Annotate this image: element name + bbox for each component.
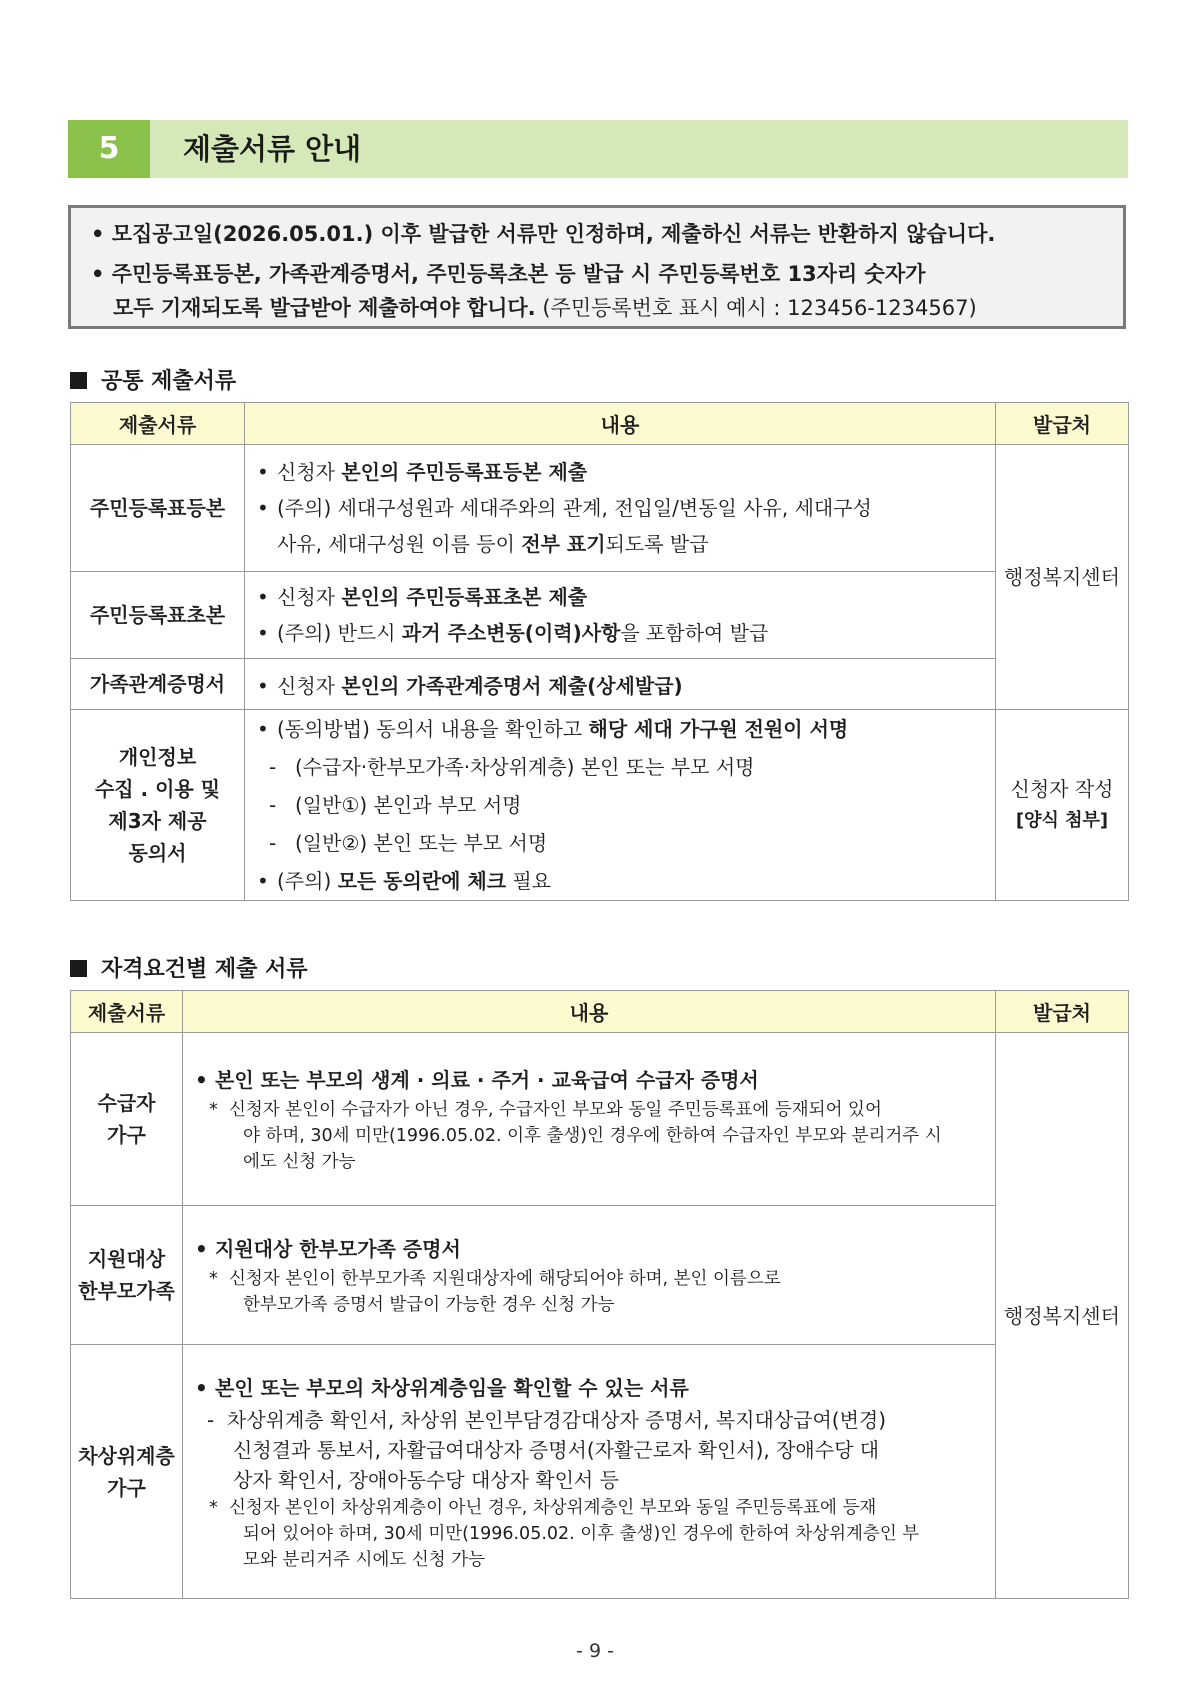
note-text: 야 하며, 30세 미만(1996.05.02. 이후 출생)인 경우에 한하여 수급자인 부모와 분리거주 시 bbox=[243, 1126, 942, 1146]
doc-name bbox=[71, 1345, 183, 1599]
notice-line-1: • 모집공고일(2026.05.01.) 이후 발급한 서류만 인정하며, 제출하신 서류는 반환하지 않습니다. bbox=[91, 222, 996, 246]
section-number: 5 bbox=[68, 120, 150, 178]
common-docs-title bbox=[70, 364, 236, 395]
doc-content: • (동의방법) 동의서 내용을 확인하고 해당 세대 가구원 전원이 서명 - (수급자·한부모가족·차상위계층) 본인 또는 부모 서명 - (일반①) 본인과 부모 서명 - (일반②) 본인 또는 부모 서명 • (주의) 모든 동의란에 체크 필요 bbox=[245, 710, 996, 901]
doc-content: • 신청자 본인의 가족관계증명서 제출(상세발급) bbox=[245, 659, 996, 710]
notice-example: (주민등록번호 표시 예시 : 123456-1234567) bbox=[542, 296, 977, 320]
qualify-docs-table bbox=[70, 990, 1129, 1599]
text: (일반②) 본인 또는 부모 서명 bbox=[295, 831, 548, 855]
doc-name: 주민등록표등본 bbox=[71, 445, 245, 572]
doc-name-line: 가구 bbox=[107, 1475, 146, 1500]
text: 되도록 발급 bbox=[605, 532, 709, 556]
text-bold: 본인의 가족관계증명서 제출(상세발급) bbox=[341, 673, 683, 698]
doc-name bbox=[71, 710, 245, 901]
note-text: 신청자 본인이 차상위계층이 아닌 경우, 차상위계층인 부모와 동일 주민등록표에 등재 bbox=[229, 1497, 877, 1518]
qualify-docs-title-text: 자격요건별 제출 서류 bbox=[101, 957, 308, 982]
note-text: 모와 분리거주 시에도 신청 가능 bbox=[243, 1549, 486, 1570]
text: (일반①) 본인과 부모 서명 bbox=[295, 793, 522, 817]
doc-name-line: 지원대상 bbox=[87, 1247, 166, 1271]
doc-content: • 신청자 본인의 주민등록표초본 제출 • (주의) 반드시 과거 주소변동(이력)사항을 포함하여 발급 bbox=[245, 572, 996, 659]
section-title: 제출서류 안내 bbox=[183, 132, 362, 166]
section-header bbox=[68, 120, 1128, 178]
notice-line-2: • 주민등록표등본, 가족관계증명서, 주민등록초본 등 발급 시 주민등록번호 13자리 숫자가 bbox=[91, 262, 926, 286]
list-text: 신청결과 통보서, 자활급여대상자 증명서(자활근로자 확인서), 장애수당 대 bbox=[233, 1437, 880, 1462]
table-row bbox=[71, 572, 1129, 659]
header-content: 내용 bbox=[245, 403, 996, 445]
page-number: - 9 - bbox=[576, 1640, 614, 1662]
doc-name-line: 차상위계층 bbox=[78, 1443, 175, 1468]
issuer-sub: [양식 첨부] bbox=[1015, 810, 1109, 831]
doc-name-line: 개인정보 bbox=[118, 745, 197, 769]
header-document: 제출서류 bbox=[71, 991, 183, 1033]
text-bold: 해당 세대 가구원 전원이 서명 bbox=[588, 717, 849, 741]
text-bold: 본인의 주민등록표초본 제출 bbox=[341, 585, 588, 609]
notice-box bbox=[68, 205, 1126, 329]
list-text: 차상위계층 확인서, 차상위 본인부담경감대상자 증명서, 복지대상급여(변경) bbox=[227, 1407, 887, 1432]
issuer-cell: 행정복지센터 bbox=[996, 445, 1129, 710]
table-header-row bbox=[71, 991, 1129, 1033]
text: 을 포함하여 발급 bbox=[620, 621, 769, 645]
text: (주의) 세대구성원과 세대주와의 관계, 전입일/변동일 사유, 세대구성 bbox=[277, 496, 872, 520]
doc-content: • 본인 또는 부모의 생계 · 의료 · 주거 · 교육급여 수급자 증명서 * 신청자 본인이 수급자가 아닌 경우, 수급자인 부모와 동일 주민등록표에 등재되어 있어 야 하며, 30세 미만(1996.05.02. 이후 출생)인 경우에 한하여 수급자인 부모와 분리거주 시 에도 신청 가능 bbox=[183, 1033, 996, 1206]
text-bold: 모든 동의란에 체크 bbox=[337, 869, 507, 893]
text-bold: 과거 주소변동(이력)사항 bbox=[401, 621, 621, 645]
text: (수급자·한부모가족·차상위계층) 본인 또는 부모 서명 bbox=[295, 755, 755, 779]
qualify-docs-title bbox=[70, 952, 308, 983]
doc-name bbox=[71, 1206, 183, 1345]
text-bold: 본인 또는 부모의 차상위계층임을 확인할 수 있는 서류 bbox=[215, 1375, 689, 1400]
table-row bbox=[71, 445, 1129, 572]
doc-name-line: 한부모가족 bbox=[78, 1279, 175, 1303]
square-bullet-icon bbox=[70, 372, 87, 389]
doc-name bbox=[71, 1033, 183, 1206]
text: 사유, 세대구성원 이름 등이 bbox=[277, 532, 522, 556]
table-row bbox=[71, 1345, 1129, 1599]
doc-content: • 지원대상 한부모가족 증명서 * 신청자 본인이 한부모가족 지원대상자에 해당되어야 하며, 본인 이름으로 한부모가족 증명서 발급이 가능한 경우 신청 가능 bbox=[183, 1206, 996, 1345]
common-docs-title-text: 공통 제출서류 bbox=[101, 369, 237, 394]
doc-content: • 신청자 본인의 주민등록표등본 제출 • (주의) 세대구성원과 세대주와의 관계, 전입일/변동일 사유, 세대구성 사유, 세대구성원 이름 등이 전부 표기되도록 발급 bbox=[245, 445, 996, 572]
doc-name: 주민등록표초본 bbox=[71, 572, 245, 659]
doc-name-line: 수급자 bbox=[97, 1091, 156, 1115]
note-text: 신청자 본인이 한부모가족 지원대상자에 해당되어야 하며, 본인 이름으로 bbox=[229, 1269, 781, 1289]
text: 신청자 bbox=[277, 585, 342, 609]
note-text: 신청자 본인이 수급자가 아닌 경우, 수급자인 부모와 동일 주민등록표에 등재되어 있어 bbox=[229, 1100, 882, 1120]
text: (주의) bbox=[277, 869, 338, 893]
header-issuer: 발급처 bbox=[996, 403, 1129, 445]
list-text: 상자 확인서, 장애아동수당 대상자 확인서 등 bbox=[233, 1467, 619, 1492]
text: 신청자 bbox=[277, 460, 342, 484]
text: 신청자 bbox=[277, 673, 342, 698]
issuer-cell: 행정복지센터 bbox=[996, 1033, 1129, 1599]
header-issuer: 발급처 bbox=[996, 991, 1129, 1033]
notice-line-3-bold: 모두 기재되도록 발급받아 제출하여야 합니다. bbox=[113, 296, 536, 320]
doc-name: 가족관계증명서 bbox=[71, 659, 245, 710]
table-header-row bbox=[71, 403, 1129, 445]
header-content: 내용 bbox=[183, 991, 996, 1033]
square-bullet-icon bbox=[70, 960, 87, 977]
issuer-text: 신청자 작성 bbox=[1010, 777, 1114, 801]
table-row bbox=[71, 1206, 1129, 1345]
doc-name-line: 동의서 bbox=[128, 841, 187, 865]
doc-content: • 본인 또는 부모의 차상위계층임을 확인할 수 있는 서류 - 차상위계층 확인서, 차상위 본인부담경감대상자 증명서, 복지대상급여(변경) 신청결과 통보서, 자활급여대상자 증명서(자활근로자 확인서), 장애수당 대 상자 확인서, 장애아동수당 대상자 확인서 등 * 신청자 본인이 차상위계층이 아닌 경우, 차상위계층인 부모와 동일 주민등록표에 등재 되어 있어야 하며, 30세 미만(1996.05.02. 이후 출생)인 경우에 한하여 차상위계층인 부 모와 분리거주 시에도 신청 가능 bbox=[183, 1345, 996, 1599]
common-docs-table bbox=[70, 402, 1129, 901]
header-document: 제출서류 bbox=[71, 403, 245, 445]
text-bold: 본인의 주민등록표등본 제출 bbox=[341, 460, 588, 484]
doc-name-line: 제3자 제공 bbox=[108, 809, 207, 833]
table-row bbox=[71, 1033, 1129, 1206]
text: 필요 bbox=[506, 869, 552, 893]
note-text: 한부모가족 증명서 발급이 가능한 경우 신청 가능 bbox=[243, 1295, 615, 1315]
table-row bbox=[71, 710, 1129, 901]
note-text: 에도 신청 가능 bbox=[243, 1152, 356, 1172]
text-bold: 지원대상 한부모가족 증명서 bbox=[215, 1237, 461, 1261]
note-text: 되어 있어야 하며, 30세 미만(1996.05.02. 이후 출생)인 경우에 한하여 차상위계층인 부 bbox=[243, 1523, 920, 1544]
text: (동의방법) 동의서 내용을 확인하고 bbox=[277, 717, 589, 741]
doc-name-line: 수집 . 이용 및 bbox=[94, 777, 221, 801]
table-row bbox=[71, 659, 1129, 710]
issuer-cell bbox=[996, 710, 1129, 901]
text-bold: 전부 표기 bbox=[521, 532, 606, 556]
text-bold: 본인 또는 부모의 생계 · 의료 · 주거 · 교육급여 수급자 증명서 bbox=[215, 1068, 759, 1092]
doc-name-line: 가구 bbox=[107, 1123, 146, 1147]
text: (주의) 반드시 bbox=[277, 621, 402, 645]
notice-line-3 bbox=[113, 292, 977, 322]
